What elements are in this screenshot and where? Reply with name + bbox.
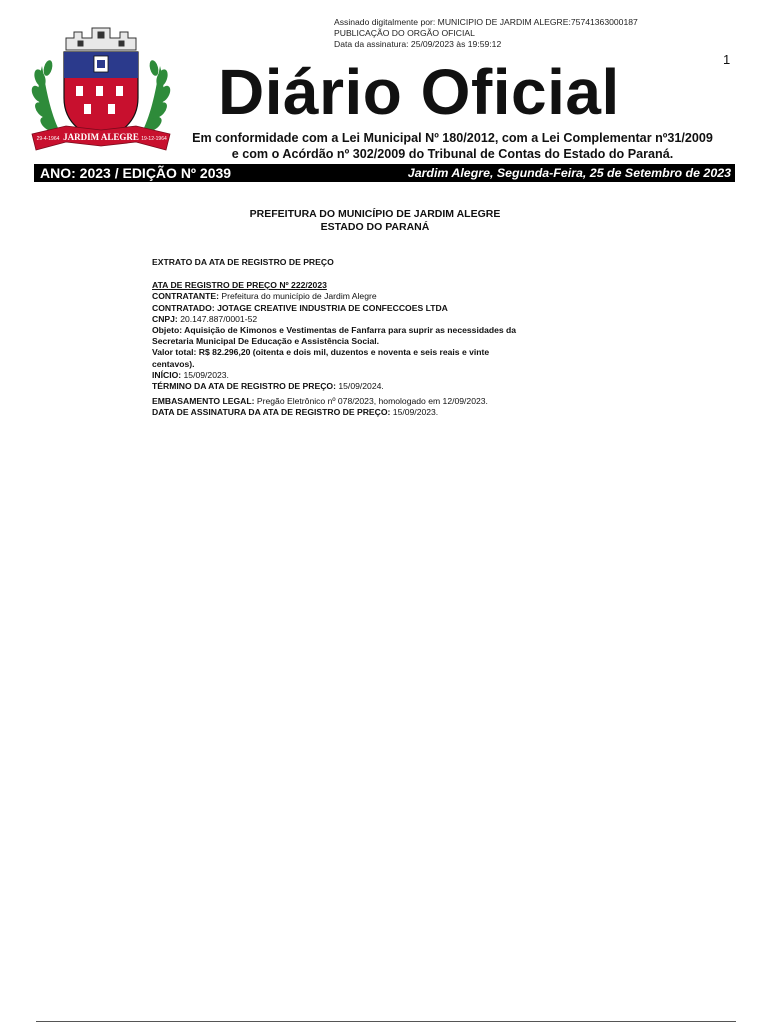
contratante-label: CONTRATANTE:: [152, 291, 219, 302]
municipal-coat-of-arms-logo: [26, 26, 176, 156]
embasamento-line: [152, 396, 602, 407]
edition-number: ANO: 2023 / EDIÇÃO Nº 2039: [40, 165, 232, 181]
termino-label: TÉRMINO DA ATA DE REGISTRO DE PREÇO:: [152, 381, 336, 392]
ribbon-date-right: 19-12-1964: [141, 136, 167, 142]
contratado-label: CONTRATADO:: [152, 302, 215, 313]
ata-title: ATA DE REGISTRO DE PREÇO Nº 222/2023: [152, 280, 327, 291]
objeto-line-1: Objeto: Aquisição de Kimonos e Vestimentas de Fanfarra para suprir as necessidades da: [152, 325, 517, 336]
inicio-value: 15/09/2023.: [183, 369, 229, 380]
issuer-municipality: PREFEITURA DO MUNICÍPIO DE JARDIM ALEGRE: [249, 208, 501, 220]
motto-ribbon: [32, 126, 170, 150]
ribbon-town-name: JARDIM ALEGRE: [63, 132, 139, 142]
extract-title: EXTRATO DA ATA DE REGISTRO DE PREÇO: [152, 257, 334, 267]
contratante-line: [152, 291, 602, 302]
issuer-state: ESTADO DO PARANÁ: [320, 221, 430, 233]
embasamento-label: EMBASAMENTO LEGAL:: [152, 396, 255, 407]
objeto-line-2: Secretaria Municipal De Educação e Assistência Social.: [152, 336, 380, 347]
embasamento-value: Pregão Eletrônico nº 078/2023, homologado em 12/09/2023.: [256, 396, 488, 407]
termino-line: [152, 381, 602, 392]
valor-line-2: centavos).: [152, 358, 195, 369]
legal-basis-subtitle: [180, 130, 725, 162]
contratante-value: Prefeitura do município de Jardim Alegre: [221, 291, 377, 302]
mural-crown: [66, 28, 136, 50]
assinatura-value: 15/09/2023.: [392, 407, 439, 418]
assinatura-line: [152, 407, 602, 418]
cnpj-line: [152, 314, 602, 325]
newspaper-title: Diário Oficial: [218, 56, 620, 128]
document-body: [152, 257, 602, 419]
inicio-label: INÍCIO:: [152, 369, 182, 380]
footer-rule: [36, 1021, 736, 1022]
ribbon-date-left: 29-4-1964: [36, 136, 60, 142]
assinatura-label: DATA DE ASSINATURA DA ATA DE REGISTRO DE PREÇO:: [152, 407, 391, 418]
digital-signature-block: [334, 17, 638, 50]
contratado-value: JOTAGE CREATIVE INDUSTRIA DE CONFECCOES LTDA: [217, 302, 448, 313]
subtitle-line-2: e com o Acórdão nº 302/2009 do Tribunal de Contas do Estado do Paraná.: [231, 147, 674, 161]
issuer-heading: [180, 208, 570, 234]
signature-publication: PUBLICAÇÃO DO ORGÃO OFICIAL: [334, 28, 475, 38]
cnpj-label: CNPJ:: [152, 313, 178, 324]
edition-bar: [34, 164, 735, 182]
edition-date: Jardim Alegre, Segunda-Feira, 25 de Setembro de 2023: [407, 166, 731, 180]
signature-signer: Assinado digitalmente por: MUNICIPIO DE JARDIM ALEGRE:75741363000187: [334, 17, 638, 27]
inicio-line: [152, 370, 602, 381]
cnpj-value: 20.147.887/0001-52: [180, 313, 258, 324]
valor-line-1: Valor total: R$ 82.296,20 (oitenta e dois mil, duzentos e noventa e seis reais e vinte: [152, 347, 490, 358]
page-number: 1: [723, 52, 731, 67]
termino-value: 15/09/2024.: [338, 381, 384, 392]
contratado-line: [152, 303, 602, 314]
subtitle-line-1: Em conformidade com a Lei Municipal Nº 180/2012, com a Lei Complementar nº31/2009: [192, 131, 713, 145]
signature-date: Data da assinatura: 25/09/2023 às 19:59:12: [334, 39, 502, 49]
